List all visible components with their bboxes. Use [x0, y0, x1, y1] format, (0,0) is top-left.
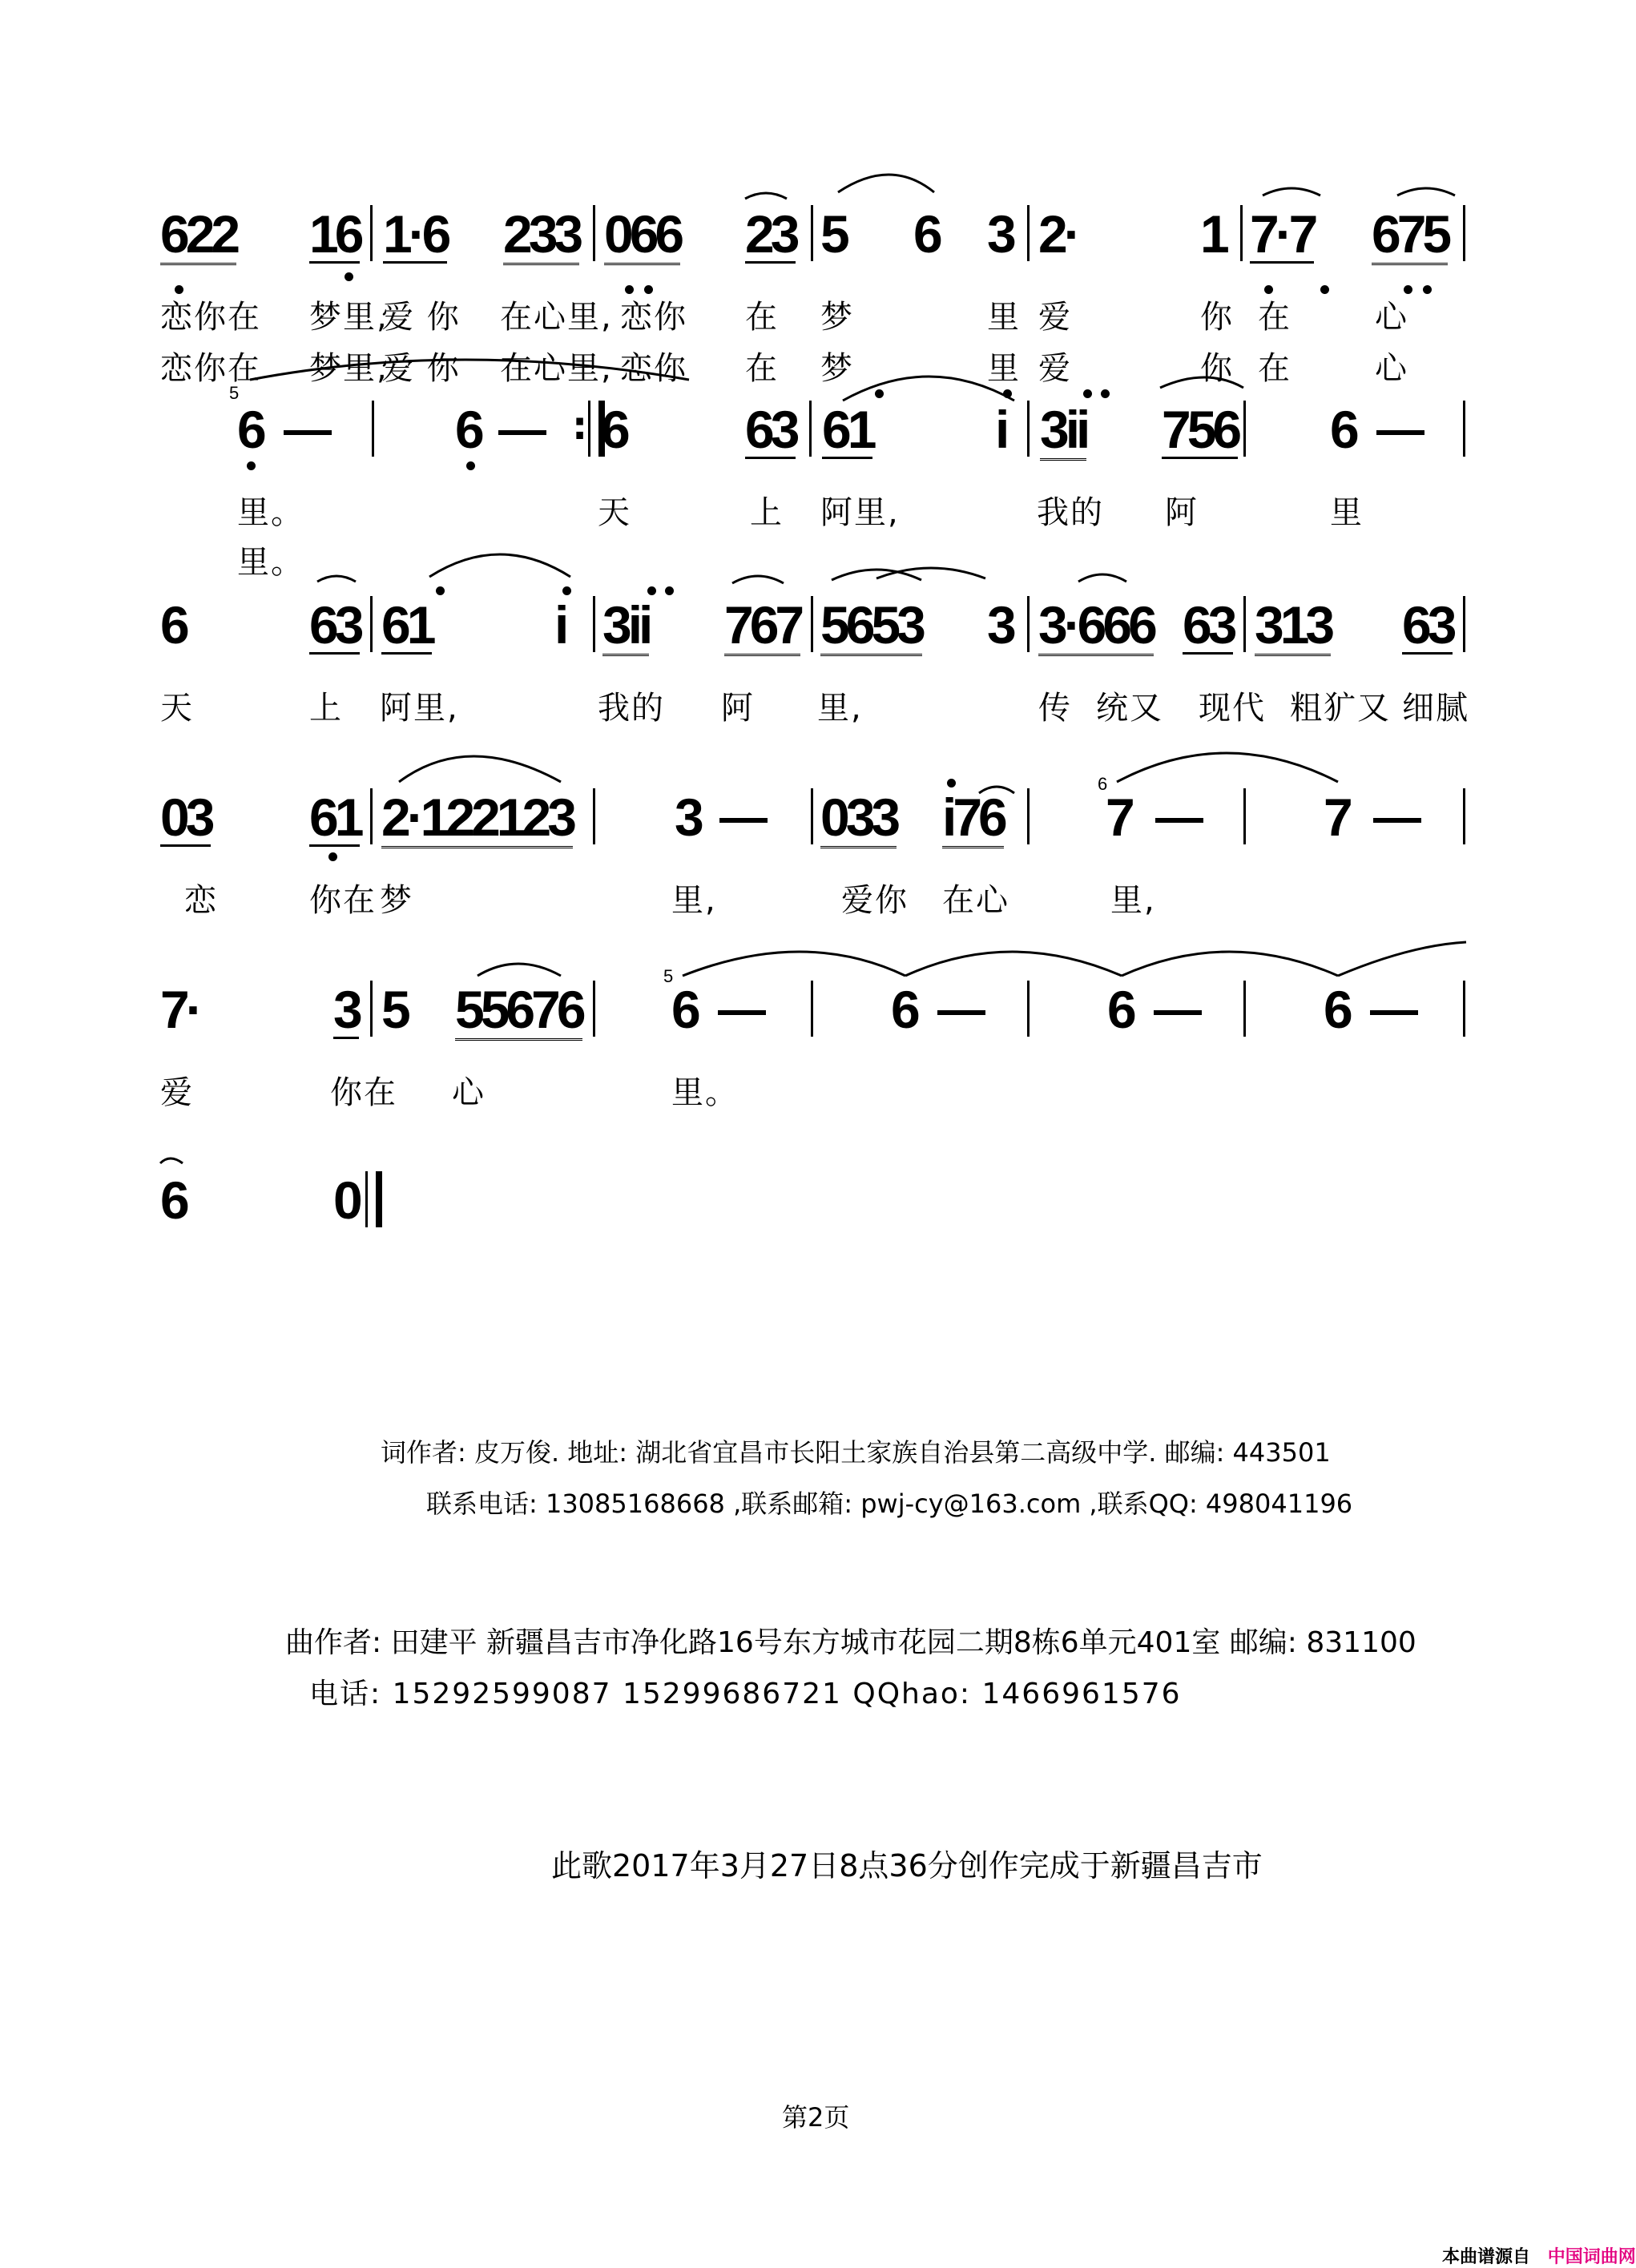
- note: 3: [333, 980, 359, 1039]
- score-system-1: [0, 192, 1602, 385]
- note: 5: [820, 204, 846, 264]
- note: 3: [987, 204, 1013, 264]
- note: 6: [1324, 980, 1349, 1039]
- note: 3ii: [602, 595, 650, 655]
- note: 1: [1200, 204, 1226, 264]
- lyricist-info-line-2: 联系电话: 13085168668 ,联系邮箱: pwj-cy@163.com ,联系QQ: 498041196: [426, 1489, 1353, 1519]
- score-system-2: [0, 383, 1602, 581]
- source-site-link[interactable]: 中国词曲网: [1547, 2247, 1636, 2267]
- lyrics-verse-1: 恋 你在 梦 里, 爱你 在心 里,: [184, 882, 1156, 919]
- barline: [372, 401, 374, 457]
- low-octave-dot: [328, 852, 337, 861]
- note: 066: [604, 204, 681, 264]
- note: 313: [1255, 595, 1332, 655]
- note: 6: [913, 204, 939, 264]
- page-number: 第2页: [782, 2102, 850, 2133]
- lyrics-verse-2: 恋你在 梦里, 爱 你 在心里, 恋你 在 梦 里 爱 你 在 心: [160, 350, 1408, 387]
- barline: [809, 401, 812, 457]
- note: 2·: [1038, 204, 1078, 264]
- barline: [1240, 205, 1243, 261]
- note: 6: [601, 400, 627, 459]
- note: 7: [1324, 788, 1349, 847]
- high-octave-dot: [647, 586, 656, 595]
- score-system-3: [0, 578, 1602, 771]
- note: 3: [675, 788, 700, 847]
- dash: —: [1155, 790, 1203, 844]
- note: 61: [822, 400, 873, 459]
- note: 6: [455, 400, 481, 459]
- lyrics-verse-1: 天 上 阿里, 我的 阿 里, 传 统又 现代 粗犷又 细腻: [160, 690, 1469, 727]
- repeat-sign: :: [572, 404, 588, 449]
- lyricist-info-line-1: 词作者: 皮万俊. 地址: 湖北省宜昌市长阳土家族自治县第二高级中学. 邮编: 443501: [381, 1437, 1331, 1468]
- barline: [1243, 788, 1246, 844]
- high-octave-dot: [1083, 389, 1092, 398]
- composer-info-line-1: 曲作者: 田建平 新疆昌吉市净化路16号东方城市花园二期8栋6单元401室 邮编: 831100: [285, 1626, 1416, 1659]
- barline: [1243, 981, 1246, 1037]
- barline: [1243, 401, 1246, 457]
- high-octave-dot: [562, 586, 571, 595]
- score-system-4: [0, 771, 1602, 963]
- lyrics-verse-1: 恋你在 梦里, 爱 你 在心里, 恋你 在 梦 里 爱 你 在 心: [160, 299, 1408, 336]
- dash: —: [1370, 982, 1418, 1036]
- note: 6: [1107, 980, 1133, 1039]
- note: 3·666: [1038, 595, 1154, 655]
- note: 675: [1372, 204, 1449, 264]
- barline: [811, 596, 813, 652]
- note: 7·7: [1250, 204, 1315, 264]
- score-system-6: [0, 1154, 1602, 1250]
- grace-note: 5: [663, 966, 674, 986]
- barline: [1463, 981, 1465, 1037]
- low-octave-dot: [466, 461, 475, 470]
- barline: [1463, 401, 1465, 457]
- low-octave-dot: [247, 461, 256, 470]
- grace-note: 6: [1098, 774, 1108, 794]
- high-octave-dot: [875, 389, 884, 398]
- note: 033: [820, 788, 897, 847]
- barline: [1027, 205, 1030, 261]
- high-octave-dot: [436, 586, 445, 595]
- barline: [1027, 788, 1030, 844]
- note: 63: [1402, 595, 1453, 655]
- note: 7: [1106, 788, 1131, 847]
- barline: [811, 205, 813, 261]
- dash: —: [718, 982, 766, 1036]
- lyrics-verse-1: 爱 你在 心 里。: [160, 1074, 739, 1111]
- high-octave-dot: [1101, 389, 1110, 398]
- note: 6: [237, 400, 263, 459]
- barline: [593, 205, 595, 261]
- final-barline: [365, 1171, 382, 1227]
- barline: [593, 788, 595, 844]
- dash: —: [719, 790, 768, 844]
- note: i: [995, 400, 1006, 459]
- note: 5653: [820, 595, 922, 655]
- barline: [811, 981, 813, 1037]
- note: 16: [309, 204, 361, 264]
- barline: [1463, 788, 1465, 844]
- note: 767: [724, 595, 801, 655]
- high-octave-dot: [345, 272, 353, 281]
- note: 6: [1330, 400, 1356, 459]
- note: i76: [942, 788, 1004, 847]
- note: 6: [891, 980, 917, 1039]
- barline: [1243, 596, 1246, 652]
- note: 3: [987, 595, 1013, 655]
- dash: —: [498, 402, 546, 456]
- barline: [811, 788, 813, 844]
- slur: [838, 175, 934, 192]
- barline: [1463, 596, 1465, 652]
- note: 622: [160, 204, 237, 264]
- lyrics-verse-1: 里。 天 上 阿里, 我的 阿 里: [237, 494, 1364, 531]
- note: 63: [309, 595, 361, 655]
- note: 756: [1162, 400, 1239, 459]
- barline: [1027, 596, 1030, 652]
- composer-info-line-2: 电话: 15292599087 15299686721 QQhao: 1466961576: [309, 1678, 1182, 1710]
- high-octave-dot: [947, 779, 956, 788]
- grace-note: 5: [229, 383, 240, 403]
- source-credit: [1442, 2243, 1636, 2268]
- note: 7·: [160, 980, 199, 1039]
- dash: —: [1376, 402, 1424, 456]
- barline: [370, 788, 373, 844]
- dash: —: [937, 982, 985, 1036]
- note: 55676: [455, 980, 582, 1039]
- note: 63: [1183, 595, 1234, 655]
- note: 3ii: [1040, 400, 1087, 459]
- completion-note: 此歌2017年3月27日8点36分创作完成于新疆昌吉市: [551, 1848, 1263, 1883]
- high-octave-dot: [1003, 389, 1012, 398]
- note: 23: [745, 204, 796, 264]
- barline: [370, 205, 373, 261]
- barline: [370, 596, 373, 652]
- note: i: [554, 595, 566, 655]
- note: 6: [160, 595, 186, 655]
- note: 61: [309, 788, 361, 847]
- barline: [1027, 401, 1030, 457]
- dash: —: [284, 402, 332, 456]
- barline: [370, 981, 373, 1037]
- barline: [593, 981, 595, 1037]
- dash: —: [1373, 790, 1421, 844]
- lyrics-verse-2: 里。: [237, 544, 304, 581]
- note: 61: [381, 595, 433, 655]
- note: 03: [160, 788, 212, 847]
- note: 6: [671, 980, 697, 1039]
- note: 63: [745, 400, 796, 459]
- barline: [593, 596, 595, 652]
- dash: —: [1154, 982, 1202, 1036]
- source-prefix: 本曲谱源自: [1442, 2247, 1531, 2267]
- note: 0: [333, 1170, 359, 1230]
- barline: [1463, 205, 1465, 261]
- note: 5: [381, 980, 407, 1039]
- high-octave-dot: [665, 586, 674, 595]
- note: 1·6: [383, 204, 448, 264]
- note: 6: [160, 1170, 186, 1230]
- note: 2·122123: [381, 788, 573, 847]
- barline: [1027, 981, 1030, 1037]
- score-system-5: [0, 963, 1602, 1155]
- note: 233: [503, 204, 580, 264]
